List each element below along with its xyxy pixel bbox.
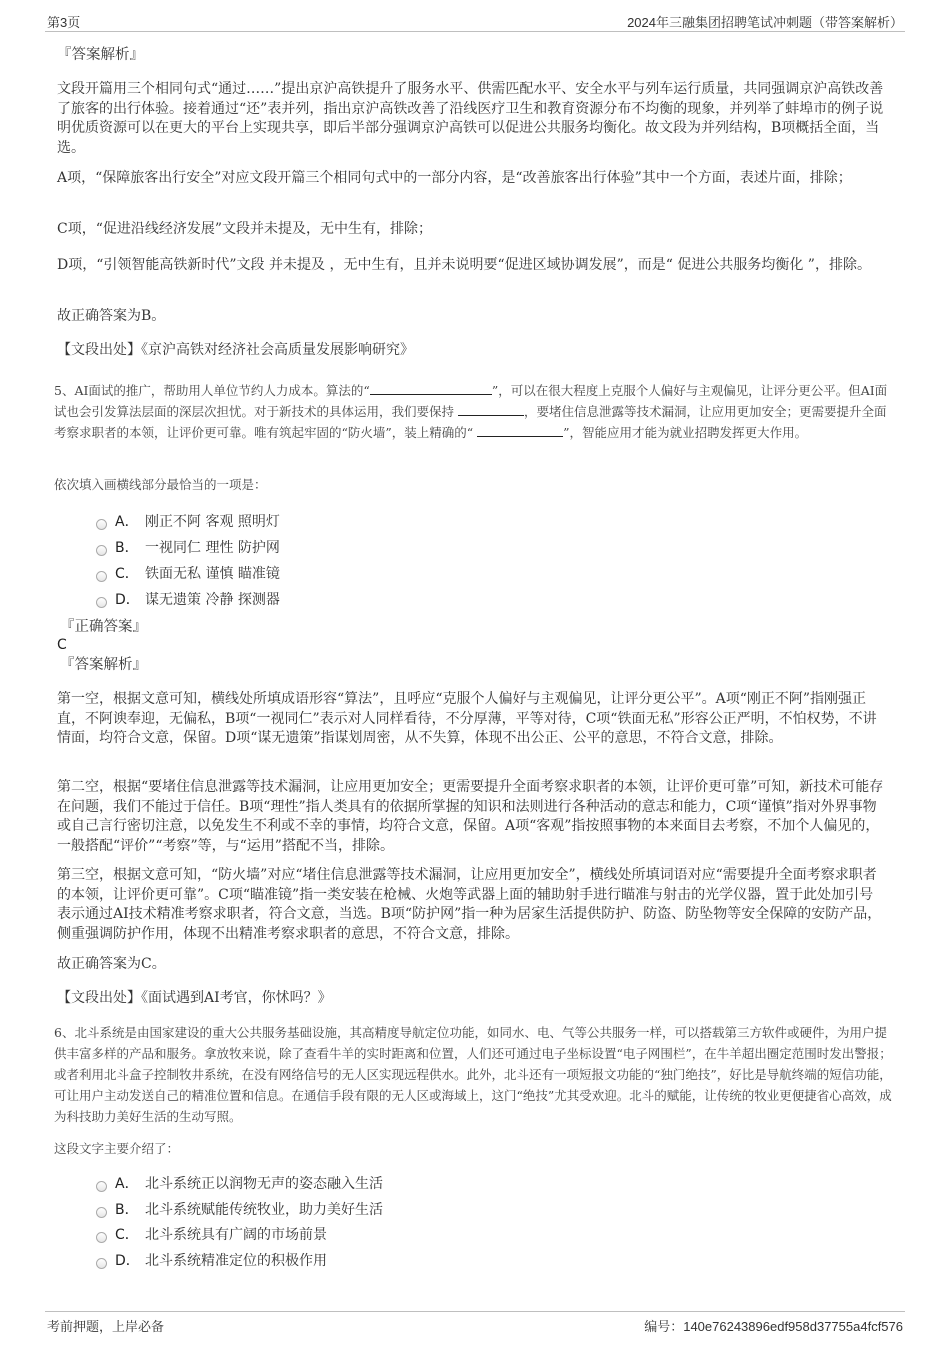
question-stem: 6、北斗系统是由国家建设的重大公共服务基础设施，其高精度导航定位功能，如同水、电、气等公共服务一样，可以搭载第三方软件或硬件，为用户提供丰富多样的产品和服务。拿放牧来说，除了查看牛羊的实时距离和位置，人们还可通过电子坐标设置“电子网围栏”，在牛羊超出圈定范围时发出警报；或者利用北斗盒子控制牧井系统，在没有网络信号的无人区实现远程供水。此外，北斗还有一项短报文功能的“独门绝技”，好比是导航终端的短信功能，可让用户主动发送自己的精准位置和信息。在通信手段有限的无人区或海域上，这门“绝技”尤其受欢迎。北斗的赋能，让传统的牧业更便捷省心高效，成为科技助力美好生活的生动写照。 [54,1025,892,1124]
option-c[interactable]: C． 北斗系统具有广阔的市场前景 [96,1223,327,1247]
option-b[interactable]: B． 一视同仁 理性 防护网 [96,536,280,560]
fill-blank [477,423,563,437]
option-a[interactable]: A． 刚正不阿 客观 照明灯 [96,510,280,534]
page-footer [45,1311,905,1334]
radio-icon[interactable] [96,1207,107,1218]
analysis-paragraph: 第二空，根据“要堵住信息泄露等技术漏洞，让应用更加安全；更需要提升全面考察求职者的本领，让评价更可靠”可知，新技术可能存在问题，我们不能过于信任。B项“理性”指人类具有的依据所掌握的知识和法则进行各种活动的意志和能力，C项“谨慎”指对外界事物或自己言行密切注意，以免发生不利或不幸的事情，均符合文意，保留。A项“客观”指按照事物的本来面目去考察，不加个人偏见的，一般搭配“评价”“考察”等，与“运用”搭配不当，排除。 [57,779,884,854]
radio-icon[interactable] [96,571,107,582]
question-stem: 5、AI面试的推广，帮助用人单位节约人力成本。算法的“ ”，可以在很大程度上克服个人偏好与主观偏见，让评分更公平。但AI面试也会引发算法层面的深层次担忧。对于新技术的具体运用，我们要保持 ，要堵住信息泄露等技术漏洞，让应用更加安全；更需要提升全面考察求职者的本领，让评价更可靠。唯有筑起牢固的“防火墙”，装上精确的“ ”，智能应用才能为就业招聘发挥更大作用。 [54,383,888,440]
option-d[interactable]: D． 谋无遗策 冷静 探测器 [96,588,280,612]
conclusion: 故正确答案为B。 [57,308,166,324]
correct-answer-label: 『正确答案』 [60,619,147,635]
source-citation: 【文段出处】《面试遇到AI考官，你怵吗？》 [57,990,332,1006]
fill-blank [458,402,524,416]
analysis-paragraph: 第一空，根据文意可知，横线处所填成语形容“算法”，且呼应“克服个人偏好与主观偏见，让评分更公平”。A项“刚正不阿”指刚强正直，不阿谀奉迎，无偏私，B项“一视同仁”表示对人同样看待，不分厚薄，平等对待，C项“铁面无私”形容公正严明，不怕权势，不讲情面，均符合文意，保留。D项“谋无遗策”指谋划周密，从不失算，体现不出公正、公平的意思，不符合文意，排除。 [57,691,877,746]
conclusion: 故正确答案为C。 [57,956,166,972]
question-prompt: 这段文字主要介绍了： [54,1141,180,1156]
document-id: 编号：140e76243896edf958d37755a4fcf576 [644,1319,903,1334]
source-citation: 【文段出处】《京沪高铁对经济社会高质量发展影响研究》 [57,342,414,358]
radio-icon[interactable] [96,1258,107,1269]
radio-icon[interactable] [96,1181,107,1192]
analysis-paragraph: A项，“保障旅客出行安全”对应文段开篇三个相同句式中的一部分内容，是“改善旅客出行体验”其中一个方面，表述片面，排除； [57,170,852,186]
radio-icon[interactable] [96,519,107,530]
page-number: 第3页 [47,15,81,30]
analysis-paragraph: C项，“促进沿线经济发展”文段并未提及，无中生有，排除； [57,221,433,237]
option-b[interactable]: B． 北斗系统赋能传统牧业，助力美好生活 [96,1198,383,1222]
analysis-label: 『答案解析』 [57,47,144,63]
analysis-label: 『答案解析』 [60,657,147,673]
footer-slogan: 考前押题，上岸必备 [47,1319,165,1334]
analysis-paragraph: 第三空，根据文意可知，“防火墙”对应“堵住信息泄露等技术漏洞，让应用更加安全”，横线处所填词语对应“需要提升全面考察求职者的本领，让评价更可靠”。C项“瞄准镜”指一类安装在枪械、火炮等武器上面的辅助射手进行瞄准与射击的光学仪器，置于此处加引号表示通过AI技术精准考察求职者，符合文意，当选。B项“防护网”指一种为居家生活提供防护、防盗、防坠物等安全保障的安防产品，侧重强调防护作用，体现不出精准考察求职者的意思，不符合文意，排除。 [57,867,882,942]
analysis-paragraph: D项，“引领智能高铁新时代”文段 并未提及 ，无中生有，且并未说明要“促进区域协调发展”，而是“ 促进公共服务均衡化 ”，排除。 [57,257,871,273]
analysis-paragraph: 文段开篇用三个相同句式“通过……”提出京沪高铁提升了服务水平、供需匹配水平、安全水平与列车运行质量，共同强调京沪高铁改善了旅客的出行体验。接着通过“还”表并列，指出京沪高铁改善了沿线医疗卫生和教育资源分布不均衡的现象，并列举了蚌埠市的例子说明优质资源可以在更大的平台上实现共享，即后半部分强调京沪高铁可以促进公共服务均衡化。故文段为并列结构，B项概括全面，当选。 [57,81,884,156]
radio-icon[interactable] [96,597,107,608]
fill-blank [370,381,492,395]
correct-answer: C [57,637,67,653]
document-title: 2024年三融集团招聘笔试冲刺题（带答案解析） [627,15,903,30]
radio-icon[interactable] [96,1232,107,1243]
option-d[interactable]: D． 北斗系统精准定位的积极作用 [96,1249,327,1273]
option-a[interactable]: A． 北斗系统正以润物无声的姿态融入生活 [96,1172,383,1196]
page-header [45,9,905,32]
option-c[interactable]: C． 铁面无私 谨慎 瞄准镜 [96,562,280,586]
radio-icon[interactable] [96,545,107,556]
question-prompt: 依次填入画横线部分最恰当的一项是： [54,477,267,492]
